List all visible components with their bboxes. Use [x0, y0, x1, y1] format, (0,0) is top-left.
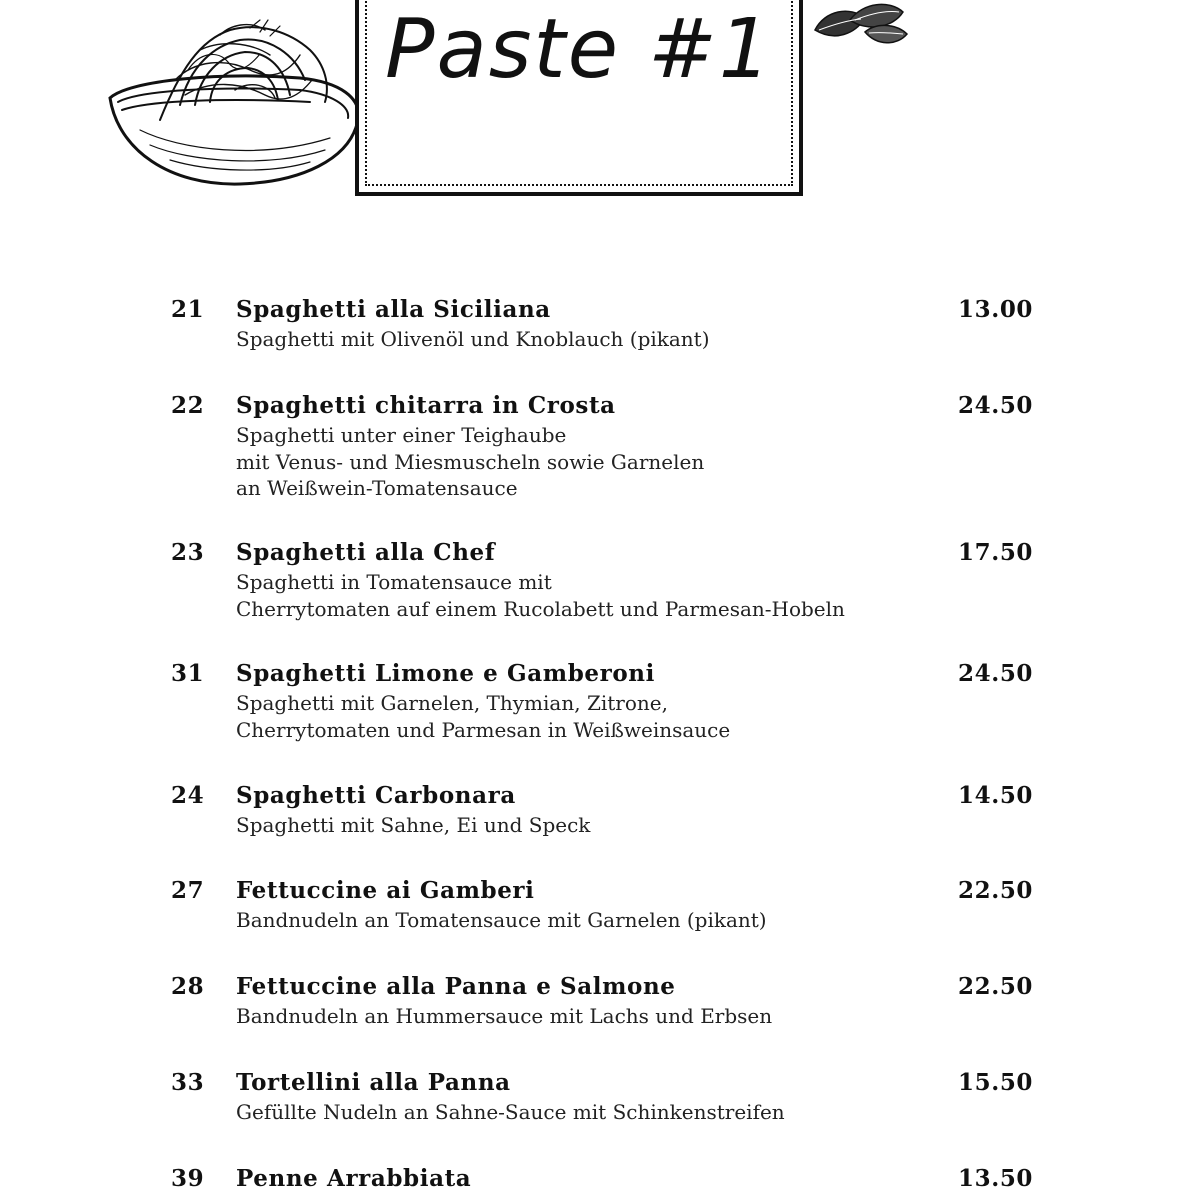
menu-item-name: Spaghetti alla Siciliana [236, 296, 551, 323]
menu-item-price: 17.50 [958, 539, 1034, 566]
menu-item-name: Spaghetti chitarra in Crosta [236, 392, 616, 419]
menu-item-number: 22 [171, 392, 205, 419]
menu-item-description [236, 812, 590, 839]
menu-item-description [236, 907, 767, 934]
menu-item-number: 23 [171, 539, 205, 566]
menu-item-description-line: Spaghetti in Tomatensauce mit [236, 570, 552, 594]
menu-item-name: Penne Arrabbiata [236, 1165, 472, 1192]
menu-item-name: Fettuccine ai Gamberi [236, 877, 535, 904]
menu-item-price: 22.50 [958, 973, 1034, 1000]
menu-item-price: 14.50 [958, 782, 1034, 809]
menu-item-number: 21 [171, 296, 205, 323]
menu-item-description-line: Spaghetti unter einer Teighaube [236, 423, 567, 447]
menu-item-description-line: Cherrytomaten und Parmesan in Weißweinsauce [236, 717, 731, 742]
menu-item-number: 24 [171, 782, 205, 809]
menu-item-name: Spaghetti Carbonara [236, 782, 516, 809]
menu-item-description-line: Bandnudeln an Tomatensauce mit Garnelen (pikant) [236, 908, 767, 932]
menu-item-price: 13.00 [958, 296, 1034, 323]
menu-item-description-line: Spaghetti mit Olivenöl und Knoblauch (pikant) [236, 327, 710, 351]
menu-item-name: Spaghetti alla Chef [236, 539, 496, 566]
menu-item-name: Fettuccine alla Panna e Salmone [236, 973, 676, 1000]
menu-item-number: 33 [171, 1069, 205, 1096]
menu-item-description-line: Spaghetti mit Sahne, Ei und Speck [236, 813, 591, 837]
menu-item-description [236, 569, 845, 622]
menu-item-description [236, 690, 730, 743]
menu-item-description [236, 1003, 772, 1030]
menu-item-description-line: Spaghetti mit Garnelen, Thymian, Zitrone, [236, 691, 668, 715]
menu-item-description-line: an Weißwein-Tomatensauce [236, 476, 518, 500]
page-title: Paste #1 [385, 2, 773, 97]
menu-item-number: 28 [171, 973, 205, 1000]
menu-item-description-line: mit Venus- und Miesmuscheln sowie Garnelen [236, 449, 705, 474]
menu-item-number: 31 [171, 660, 205, 687]
menu-item-number: 27 [171, 877, 205, 904]
menu-item-price: 24.50 [958, 392, 1034, 419]
menu-item-description [236, 326, 710, 353]
menu-item-name: Tortellini alla Panna [236, 1069, 511, 1096]
menu-item-description-line: Cherrytomaten auf einem Rucolabett und Parmesan-Hobeln [236, 596, 845, 621]
menu-item-price: 24.50 [958, 660, 1034, 687]
menu-item-price: 22.50 [958, 877, 1034, 904]
menu-item-description-line: Gefüllte Nudeln an Sahne-Sauce mit Schinkenstreifen [236, 1100, 785, 1124]
menu-item-name: Spaghetti Limone e Gamberoni [236, 660, 655, 687]
menu-item-description [236, 422, 704, 502]
menu-item-number: 39 [171, 1165, 205, 1192]
menu-item-description-line: Bandnudeln an Hummersauce mit Lachs und Erbsen [236, 1004, 773, 1028]
menu-item-price: 13.50 [958, 1165, 1034, 1192]
menu-item-price: 15.50 [958, 1069, 1034, 1096]
menu-item-description [236, 1099, 785, 1126]
